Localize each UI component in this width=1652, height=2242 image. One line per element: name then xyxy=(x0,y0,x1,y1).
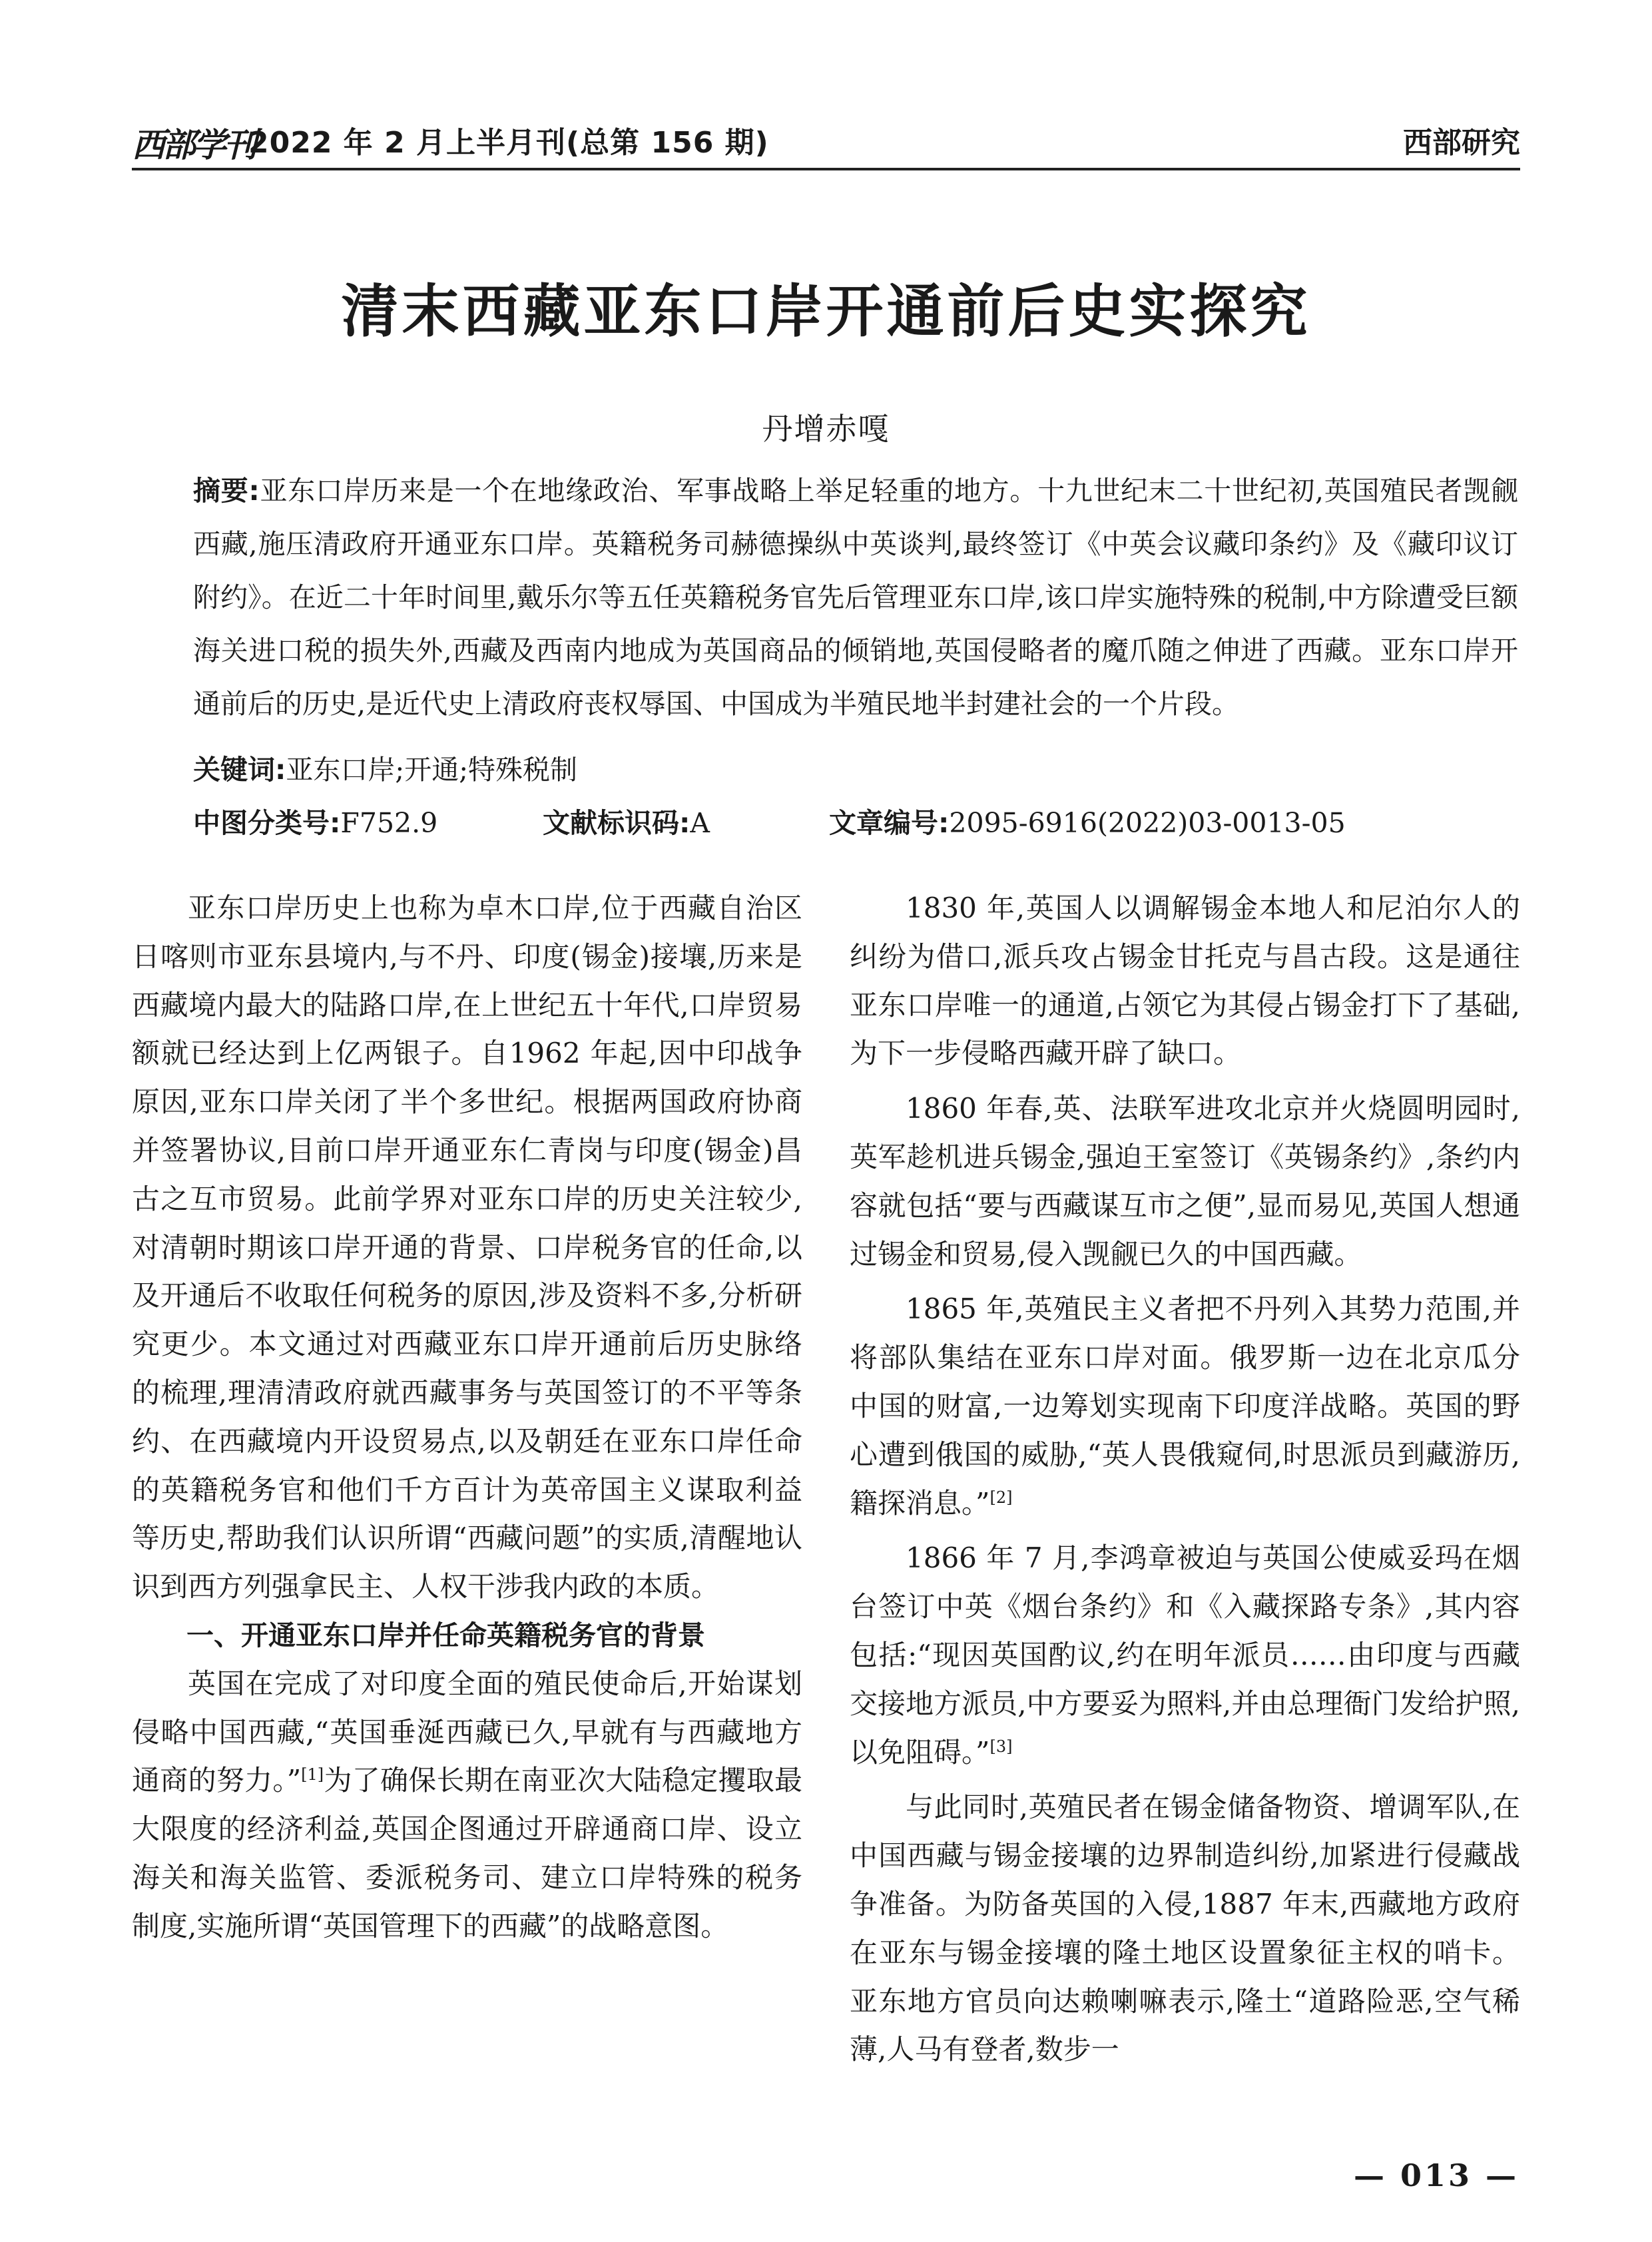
left-column xyxy=(132,884,802,1951)
citation-ref: [2] xyxy=(989,1488,1013,1507)
clc-label: 中图分类号: xyxy=(193,807,341,839)
column-name: 西部研究 xyxy=(1403,126,1520,160)
article-no-label: 文章编号: xyxy=(829,807,950,839)
article-no-value: 2095-6916(2022)03-0013-05 xyxy=(949,807,1346,839)
journal-logo: 西部学刊 xyxy=(132,125,254,164)
page-number: — 013 — xyxy=(1353,2157,1519,2193)
body-paragraph: 亚东口岸历史上也称为卓木口岸,位于西藏自治区日喀则市亚东县境内,与不丹、印度(锡金)接壤,历来是西藏境内最大的陆路口岸,在上世纪五十年代,口岸贸易额就已经达到上亿两银子。自1962 年起,因中印战争原因,亚东口岸关闭了半个多世纪。根据两国政府协商并签署协议,目前口岸开通亚东仁青岗与印度(锡金)昌古之互市贸易。此前学界对亚东口岸的历史关注较少,对清朝时期该口岸开通的背景、口岸税务官的任命,以及开通后不收取任何税务的原因,涉及资料不多,分析研究更少。本文通过对西藏亚东口岸开通前后历史脉络的梳理,理清清政府就西藏事务与英国签订的不平等条约、在西藏境内开设贸易点,以及朝廷在亚东口岸任命的英籍税务官和他们千方百计为英帝国主义谋取利益等历史,帮助我们认识所谓“西藏问题”的实质,清醒地认识到西方列强拿民主、人权干涉我内政的本质。 xyxy=(132,892,802,1603)
abstract-text: 亚东口岸历来是一个在地缘政治、军事战略上举足轻重的地方。十九世纪末二十世纪初,英国殖民者觊觎西藏,施压清政府开通亚东口岸。英籍税务司赫德操纵中英谈判,最终签订《中英会议藏印条约》及《藏印议订附约》。在近二十年时间里,戴乐尔等五任英籍税务官先后管理亚东口岸,该口岸实施特殊的税制,中方除遭受巨额海关进口税的损失外,西藏及西南内地成为英国商品的倾销地,英国侵略者的魔爪随之伸进了西藏。亚东口岸开通前后的历史,是近代史上清政府丧权辱国、中国成为半殖民地半封建社会的一个片段。 xyxy=(193,475,1518,720)
doc-code-label: 文献标识码: xyxy=(543,807,690,839)
body-paragraph xyxy=(132,1660,802,1951)
citation-ref: [3] xyxy=(989,1737,1013,1756)
paragraph-text: 1866 年 7 月,李鸿章被迫与英国公使威妥玛在烟台签订中英《烟台条约》和《入藏探路专条》,其内容包括:“现因英国酌议,约在明年派员……由印度与西藏交接地方派员,中方要妥为照料,并由总理衙门发给护照,以免阻碍。” xyxy=(850,1541,1520,1769)
header-divider xyxy=(132,168,1520,170)
document-code xyxy=(543,796,710,850)
body-paragraph: 1830 年,英国人以调解锡金本地人和尼泊尔人的纠纷为借口,派兵攻占锡金甘托克与昌古段。这是通往亚东口岸唯一的通道,占领它为其侵占锡金打下了基础,为下一步侵略西藏开辟了缺口。 xyxy=(850,892,1520,1070)
paragraph-text: 英国在完成了对印度全面的殖民使命后,开始谋划侵略中国西藏,“英国垂涎西藏已久,早就有与西藏地方通商的努力。” xyxy=(132,1667,802,1797)
keywords-label: 关键词: xyxy=(193,754,286,786)
paragraph-text: 1865 年,英殖民主义者把不丹列入其势力范围,并将部队集结在亚东口岸对面。俄罗斯一边在北京瓜分中国的财富,一边筹划实现南下印度洋战略。英国的野心遭到俄国的威胁,“英人畏俄窥伺,时思派员到藏游历,籍探消息。” xyxy=(850,1292,1520,1520)
keywords-text: 亚东口岸;开通;特殊税制 xyxy=(286,754,578,786)
article-number xyxy=(829,796,1346,850)
classification-line xyxy=(193,796,1518,850)
article-author: 丹增赤嘎 xyxy=(762,411,890,447)
abstract xyxy=(193,464,1518,730)
body-paragraph: 与此同时,英殖民者在锡金储备物资、增调军队,在中国西藏与锡金接壤的边界制造纠纷,加紧进行侵藏战争准备。为防备英国的入侵,1887 年末,西藏地方政府在亚东与锡金接壤的隆土地区设置象征主权的哨卡。亚东地方官员向达赖喇嘛表示,隆土“道路险恶,空气稀薄,人马有登者,数步一 xyxy=(850,1791,1520,2066)
right-column xyxy=(850,884,1520,2074)
paragraph-text: 为了确保长期在南亚次大陆稳定攫取最大限度的经济利益,英国企图通过开辟通商口岸、设立海关和海关监管、委派税务司、建立口岸特殊的税务制度,实施所谓“英国管理下的西藏”的战略意图。 xyxy=(132,1764,802,1942)
body-paragraph: 1860 年春,英、法联军进攻北京并火烧圆明园时,英军趁机进兵锡金,强迫王室签订《英锡条约》,条约内容就包括“要与西藏谋互市之便”,显而易见,英国人想通过锡金和贸易,侵入觊觎已久的中国西藏。 xyxy=(850,1092,1520,1270)
abstract-label: 摘要: xyxy=(193,475,260,507)
body-paragraph xyxy=(850,1534,1520,1777)
article-title: 清末西藏亚东口岸开通前后史实探究 xyxy=(341,278,1311,345)
keywords xyxy=(193,743,1518,796)
section-heading: 一、开通亚东口岸并任命英籍税务官的背景 xyxy=(186,1619,705,1651)
citation-ref: [1] xyxy=(301,1765,324,1785)
running-header xyxy=(132,112,1520,165)
clc-value: F752.9 xyxy=(340,807,438,839)
doc-code-value: A xyxy=(690,807,710,839)
issue-info: 2022 年 2 月上半月刊(总第 156 期) xyxy=(248,126,769,160)
clc-code xyxy=(193,796,437,850)
body-paragraph xyxy=(850,1285,1520,1528)
